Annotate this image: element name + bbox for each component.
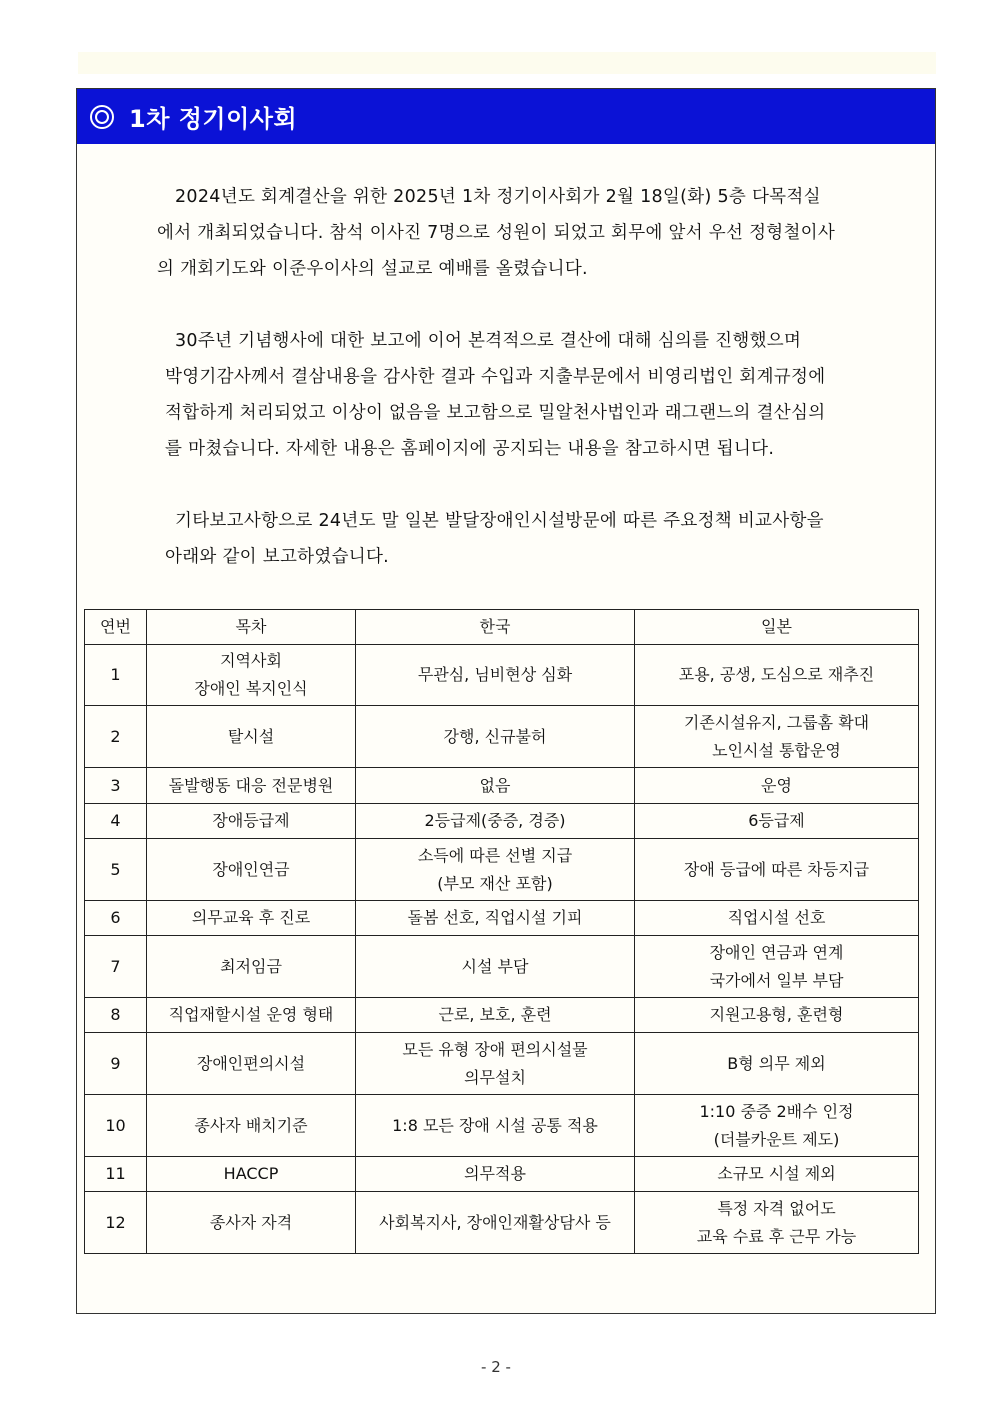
cell-topic — [147, 804, 356, 839]
cell-japan-line: 포용, 공생, 도심으로 재추진 — [678, 665, 875, 684]
paragraph-line: 아래와 같이 보고하였습니다. — [165, 547, 390, 567]
paragraph-line: 적합하게 처리되었고 이상이 없음을 보고함으로 밀알천사법인과 래그랜느의 결산심의 — [165, 403, 826, 423]
header-korea: 한국 — [356, 610, 635, 645]
cell-japan — [635, 768, 919, 804]
cell-korea-line: 1:8 모든 장애 시설 공통 적용 — [392, 1115, 598, 1135]
table-row — [85, 936, 919, 998]
cell-no: 1 — [85, 645, 147, 706]
cell-korea-line: 시설 부담 — [461, 956, 529, 976]
section-header — [77, 89, 935, 144]
cell-no: 11 — [85, 1157, 147, 1192]
table-row — [85, 998, 919, 1033]
cell-japan-line: 노인시설 통합운영 — [712, 740, 841, 760]
cell-no: 3 — [85, 768, 147, 804]
cell-korea — [356, 1033, 635, 1095]
cell-japan-line: 1:10 중증 2배수 인정 — [699, 1101, 854, 1121]
cell-japan — [635, 645, 919, 706]
bullseye-icon — [89, 104, 115, 130]
cell-topic — [147, 936, 356, 998]
cell-japan — [635, 901, 919, 936]
paragraph-line: 박영기감사께서 결삼내용을 감사한 결과 수입과 지출부문에서 비영리법인 회계규정에 — [165, 367, 826, 387]
cell-korea — [356, 839, 635, 901]
cell-korea — [356, 1192, 635, 1254]
cell-korea-line: (부모 재산 포함) — [437, 873, 553, 893]
cell-no: 5 — [85, 839, 147, 901]
top-strip — [78, 52, 936, 74]
cell-topic-line: 탈시설 — [227, 726, 275, 746]
cell-korea — [356, 936, 635, 998]
paragraph-2 — [165, 323, 925, 467]
cell-korea — [356, 804, 635, 839]
paragraph-line: 에서 개최되었습니다. 참석 이사진 7명으로 성원이 되었고 회무에 앞서 우선 정형철이사 — [157, 223, 836, 243]
paragraph-line: 를 마쳤습니다. 자세한 내용은 홈페이지에 공지되는 내용을 참고하시면 됩니다. — [165, 439, 775, 459]
cell-korea — [356, 901, 635, 936]
cell-topic-line: 종사자 자격 — [209, 1212, 293, 1232]
cell-japan — [635, 936, 919, 998]
table-body — [85, 645, 919, 1254]
cell-topic-line: 돌발행동 대응 전문병원 — [168, 775, 334, 795]
cell-topic — [147, 1095, 356, 1157]
cell-korea-line: 의무설치 — [464, 1067, 526, 1087]
cell-topic-line: 최저임금 — [220, 956, 282, 976]
cell-japan — [635, 839, 919, 901]
cell-topic — [147, 1192, 356, 1254]
cell-topic — [147, 645, 356, 706]
cell-topic — [147, 1157, 356, 1192]
table-row — [85, 839, 919, 901]
header-no: 연번 — [85, 610, 147, 645]
cell-korea-line: 돌봄 선호, 직업시설 기피 — [407, 908, 583, 927]
section-title: 1차 정기이사회 — [129, 105, 298, 133]
cell-no: 6 — [85, 901, 147, 936]
cell-korea-line: 소득에 따른 선별 지급 — [417, 845, 573, 865]
cell-topic — [147, 1033, 356, 1095]
cell-korea-line: 의무적용 — [464, 1164, 526, 1183]
cell-no: 10 — [85, 1095, 147, 1157]
cell-japan-line: 기존시설유지, 그룹홈 확대 — [683, 712, 870, 732]
table-header-row — [85, 610, 919, 645]
cell-korea-line: 무관심, 님비현상 심화 — [417, 665, 573, 684]
table-row — [85, 645, 919, 706]
cell-korea-line: 2등급제(중증, 경증) — [424, 811, 566, 830]
cell-topic-line: HACCP — [223, 1164, 279, 1183]
cell-no: 9 — [85, 1033, 147, 1095]
cell-japan-line: 특정 자격 없어도 — [717, 1198, 836, 1218]
cell-no: 8 — [85, 998, 147, 1033]
cell-no: 4 — [85, 804, 147, 839]
table-row — [85, 1095, 919, 1157]
cell-topic-line: 장애등급제 — [212, 811, 290, 830]
paragraph-3 — [165, 503, 925, 575]
cell-korea — [356, 998, 635, 1033]
cell-topic-line: 장애인연금 — [212, 859, 290, 879]
cell-topic-line: 장애인 복지인식 — [194, 679, 308, 698]
cell-no: 12 — [85, 1192, 147, 1254]
cell-japan-line: 장애 등급에 따른 차등지급 — [683, 859, 870, 879]
cell-japan-line: 소규모 시설 제외 — [717, 1164, 836, 1183]
cell-japan — [635, 1033, 919, 1095]
cell-japan — [635, 1157, 919, 1192]
cell-korea-line: 모든 유형 장애 편의시설물 — [402, 1039, 588, 1059]
cell-topic — [147, 901, 356, 936]
cell-topic-line: 직업재할시설 운영 형태 — [168, 1005, 334, 1024]
cell-korea — [356, 768, 635, 804]
paragraph-line: 기타보고사항으로 24년도 말 일본 발달장애인시설방문에 따른 주요정책 비교사항을 — [175, 511, 824, 531]
paragraph-1 — [157, 179, 917, 287]
comparison-table-wrap — [84, 609, 919, 1254]
paragraph-line: 의 개회기도와 이준우이사의 설교로 예배를 올렸습니다. — [157, 259, 588, 279]
cell-topic-line: 종사자 배치기준 — [194, 1115, 308, 1135]
cell-japan-line: 장애인 연금과 연계 — [709, 942, 844, 962]
cell-japan-line: 지원고용형, 훈련형 — [709, 1005, 844, 1024]
cell-japan-line: B형 의무 제외 — [727, 1053, 826, 1073]
cell-japan-line: 직업시설 선호 — [727, 908, 826, 927]
comparison-table — [84, 609, 919, 1254]
table-row — [85, 1033, 919, 1095]
cell-japan — [635, 1192, 919, 1254]
cell-korea-line: 사회복지사, 장애인재활상담사 등 — [379, 1212, 611, 1232]
cell-korea-line: 없음 — [479, 775, 511, 795]
cell-japan — [635, 1095, 919, 1157]
cell-japan — [635, 706, 919, 768]
cell-topic-line: 지역사회 — [220, 651, 282, 670]
paragraph-line: 30주년 기념행사에 대한 보고에 이어 본격적으로 결산에 대해 심의를 진행했으며 — [175, 331, 802, 351]
header-japan: 일본 — [635, 610, 919, 645]
table-row — [85, 804, 919, 839]
cell-korea — [356, 706, 635, 768]
cell-korea — [356, 1095, 635, 1157]
cell-topic-line: 장애인편의시설 — [196, 1053, 306, 1073]
cell-topic — [147, 768, 356, 804]
table-row — [85, 901, 919, 936]
cell-korea — [356, 645, 635, 706]
cell-japan-line: 국가에서 일부 부담 — [709, 970, 844, 990]
page-number: - 2 - — [481, 1358, 511, 1376]
cell-japan-line: (더블카운트 제도) — [713, 1129, 840, 1149]
cell-japan — [635, 804, 919, 839]
cell-topic — [147, 839, 356, 901]
table-row — [85, 768, 919, 804]
cell-japan-line: 교육 수료 후 근무 가능 — [696, 1226, 857, 1246]
cell-topic — [147, 706, 356, 768]
table-row — [85, 1192, 919, 1254]
cell-no: 2 — [85, 706, 147, 768]
cell-topic — [147, 998, 356, 1033]
cell-japan-line: 6등급제 — [748, 811, 805, 830]
cell-korea — [356, 1157, 635, 1192]
table-row — [85, 1157, 919, 1192]
cell-japan-line: 운영 — [761, 775, 792, 795]
cell-korea-line: 강행, 신규불허 — [443, 726, 547, 746]
paragraph-line: 2024년도 회계결산을 위한 2025년 1차 정기이사회가 2월 18일(화) 5층 다목적실 — [175, 187, 821, 207]
header-topic: 목차 — [147, 610, 356, 645]
article-frame — [76, 88, 936, 1314]
table-row — [85, 706, 919, 768]
cell-japan — [635, 998, 919, 1033]
cell-korea-line: 근로, 보호, 훈련 — [438, 1005, 552, 1024]
cell-topic-line: 의무교육 후 진로 — [191, 908, 311, 927]
cell-no: 7 — [85, 936, 147, 998]
